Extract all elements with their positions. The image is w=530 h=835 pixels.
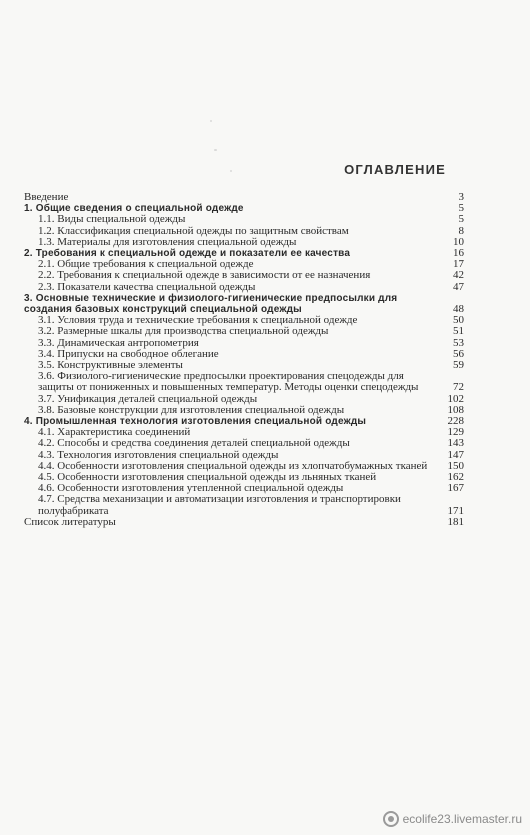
toc-section: [24, 438, 464, 449]
toc-entry-page: 147: [447, 448, 464, 461]
toc-entry-page: 53: [453, 336, 464, 349]
toc-section: [24, 214, 464, 225]
livemaster-logo-icon: [383, 811, 399, 827]
toc-entry-title: 4.1. Характеристика соединений: [38, 426, 191, 439]
toc-entry-title: 3.7. Унификация деталей специальной одежды: [38, 392, 258, 405]
toc-entry-title: 1.1. Виды специальной одежды: [38, 213, 186, 226]
watermark-text: ecolife23.livemaster.ru: [402, 812, 522, 826]
toc-entry-page: 5: [458, 202, 464, 215]
table-of-contents: [24, 192, 464, 528]
toc-entry-page: 167: [447, 482, 464, 495]
toc-entry-title: 1. Общие сведения о специальной одежде: [24, 203, 244, 215]
toc-entry-page: 16: [453, 247, 464, 260]
toc-section: [24, 405, 464, 416]
toc-entry-page: 8: [458, 224, 464, 237]
toc-entry-title: 4.5. Особенности изготовления специальной одежды из льняных тканей: [38, 471, 377, 484]
toc-entry: [24, 192, 464, 203]
toc-entry: [24, 517, 464, 528]
toc-entry-page: 108: [447, 403, 464, 416]
toc-entry-page: 143: [447, 437, 464, 450]
toc-entry-page: 102: [447, 392, 464, 405]
toc-entry-title: 3.1. Условия труда и технические требования к специальной одежде: [38, 314, 358, 327]
toc-entry-title: 3. Основные технические и физиолого-гигиенические предпосылки для создания базовых конструкций специальной одежды: [24, 292, 398, 316]
toc-entry-page: 17: [453, 258, 464, 271]
toc-section: [24, 270, 464, 281]
toc-entry-title: 3.4. Припуски на свободное облегание: [38, 347, 219, 360]
toc-entry-title: 4.3. Технология изготовления специальной одежды: [38, 448, 279, 461]
toc-section: [24, 282, 464, 293]
toc-entry-title: 1.2. Классификация специальной одежды по защитным свойствам: [38, 224, 349, 237]
toc-entry-page: 162: [447, 471, 464, 484]
toc-section: [24, 237, 464, 248]
toc-entry-title: 4.6. Особенности изготовления утепленной специальной одежды: [38, 482, 344, 495]
toc-entry-title: 3.6. Физиолого-гигиенические предпосылки проектирования спецодежды для защиты от пониженных и повышенных температур. Методы оценки спецодежды: [38, 370, 419, 394]
toc-entry-page: 150: [447, 459, 464, 472]
page-heading: ОГЛАВЛЕНИЕ: [344, 162, 446, 177]
toc-entry-title: 2.2. Требования к специальной одежде в зависимости от ее назначения: [38, 269, 371, 282]
toc-entry-page: 47: [453, 280, 464, 293]
toc-entry-title: Введение: [24, 191, 69, 203]
toc-entry-page: 48: [453, 303, 464, 316]
toc-entry-page: 5: [458, 213, 464, 226]
toc-entry-page: 10: [453, 235, 464, 248]
toc-entry-page: 181: [447, 515, 464, 528]
toc-entry-title: 3.3. Динамическая антропометрия: [38, 336, 199, 349]
toc-entry-title: 2.3. Показатели качества специальной одежды: [38, 280, 256, 293]
toc-entry-page: 171: [447, 504, 464, 517]
toc-entry-title: 4.4. Особенности изготовления специальной одежды из хлопчатобумажных тканей: [38, 459, 428, 472]
toc-entry-page: 59: [453, 359, 464, 372]
toc-section: [24, 326, 464, 337]
watermark: [383, 811, 522, 827]
toc-entry-page: 42: [453, 269, 464, 282]
toc-section: [24, 494, 464, 516]
toc-entry-page: 56: [453, 347, 464, 360]
toc-entry-page: 129: [447, 426, 464, 439]
toc-entry-page: 228: [447, 415, 464, 428]
toc-entry-page: 50: [453, 314, 464, 327]
toc-entry-page: 3: [458, 191, 464, 203]
toc-entry-title: 4. Промышленная технология изготовления специальной одежды: [24, 416, 367, 428]
toc-entry-page: 72: [453, 381, 464, 394]
toc-entry-page: 51: [453, 325, 464, 338]
toc-chapter: [24, 293, 464, 315]
toc-entry-title: 2. Требования к специальной одежде и показатели ее качества: [24, 248, 351, 260]
toc-section: [24, 371, 464, 393]
toc-entry-title: Список литературы: [24, 515, 116, 528]
toc-entry-title: 3.5. Конструктивные элементы: [38, 359, 183, 372]
toc-entry-title: 2.1. Общие требования к специальной одежде: [38, 258, 254, 271]
toc-entry-title: 3.8. Базовые конструкции для изготовления специальной одежды: [38, 403, 345, 416]
toc-entry-title: 1.3. Материалы для изготовления специальной одежды: [38, 235, 297, 248]
toc-entry-title: 4.2. Способы и средства соединения деталей специальной одежды: [38, 437, 350, 450]
toc-entry-title: 4.7. Средства механизации и автоматизации изготовления и транспортировки полуфабриката: [38, 493, 401, 517]
toc-entry-title: 3.2. Размерные шкалы для производства специальной одежды: [38, 325, 329, 338]
